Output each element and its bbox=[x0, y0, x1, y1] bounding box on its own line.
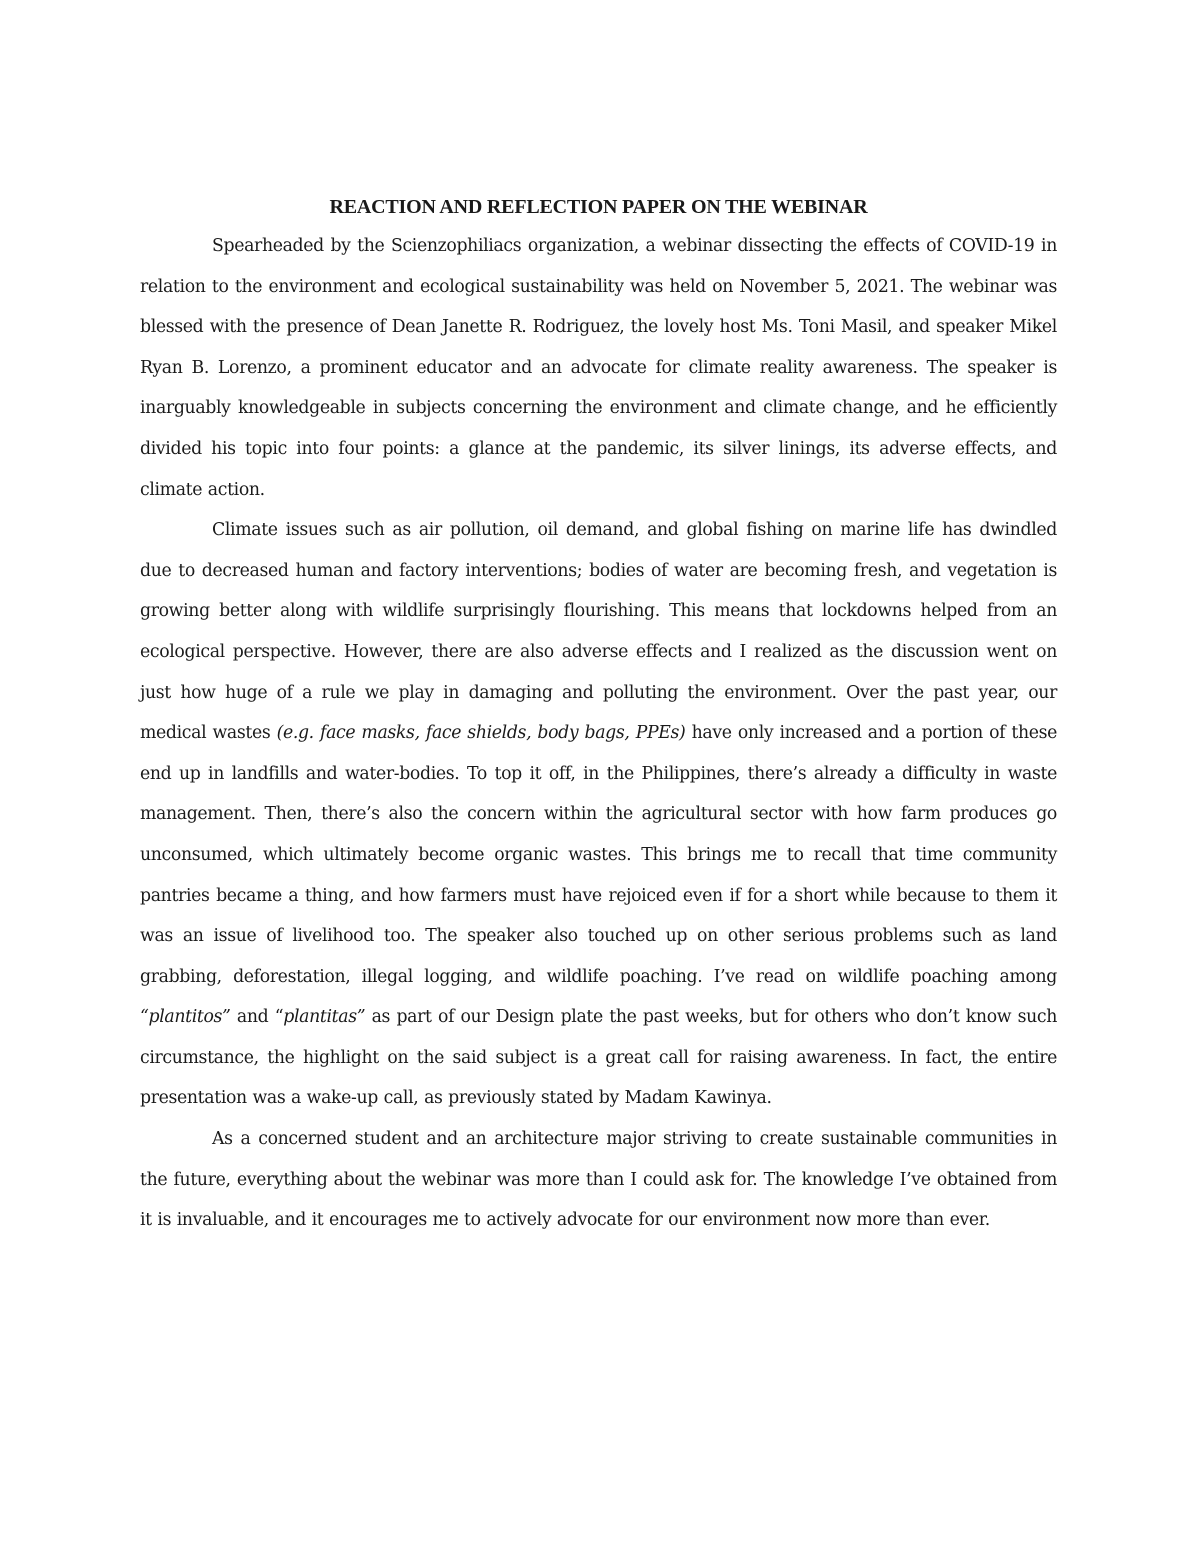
paragraph-text: and “ bbox=[230, 1007, 284, 1028]
paragraph-discussion bbox=[140, 510, 1057, 1119]
page-title: REACTION AND REFLECTION PAPER ON THE WEBINAR bbox=[329, 196, 868, 218]
italic-text: (e.g. face masks, face shields, body bags, PPEs) bbox=[276, 723, 686, 744]
paragraph-text: have only increased and a portion of these end up in landfills and water-bodies. To top it off, in the Philippines, there’s already a difficulty in waste management. Then, there’s also the concern within the agricultural sector with how farm produces go unconsumed, which ultimately become organic wastes. This brings me to recall that time community pantries became a thing, and how farmers must have rejoiced even if for a short while because to them it was an issue of livelihood too. The speaker also touched up on other serious problems such as land grabbing, deforestation, illegal logging, and wildlife poaching. I’ve read on wildlife poaching among bbox=[140, 723, 1058, 987]
italic-text: “plantitos” bbox=[140, 1007, 231, 1028]
italic-text: plantitas” bbox=[283, 1007, 366, 1028]
document-body bbox=[140, 192, 1057, 1241]
paragraph-text: as part of our Design plate the past weeks, but for others who don’t know such circumstance, the highlight on the said subject is a great call for raising awareness. In fact, the entire presentation was a wake-up call, as previously stated by Madam Kawinya. bbox=[140, 1007, 1058, 1109]
paragraph-text: Climate issues such as air pollution, oil demand, and global fishing on marine life has dwindled due to decreased human and factory interventions; bodies of water are becoming fresh, and vegetation is growing better along with wildlife surprisingly flourishing. This means that lockdowns helped from an ecological perspective. However, there are also adverse effects and I realized as the discussion went on just how huge of a rule we play in damaging and polluting the environment. Over the past year, our medical wastes bbox=[140, 520, 1057, 744]
paragraph-intro: Spearheaded by the Scienzophiliacs organization, a webinar dissecting the effects of COVID-19 in relation to the environment and ecological sustainability was held on November 5, 2021. The webinar was blessed with the presence of Dean Janette R. Rodriguez, the lovely host Ms. Toni Masil, and speaker Mikel Ryan B. Lorenzo, a prominent educator and an advocate for climate reality awareness. The speaker is inarguably knowledgeable in subjects concerning the environment and climate change, and he efficiently divided his topic into four points: a glance at the pandemic, its silver linings, its adverse effects, and climate action. bbox=[140, 236, 1057, 500]
paragraph-conclusion: As a concerned student and an architecture major striving to create sustainable communities in the future, everything about the webinar was more than I could ask for. The knowledge I’ve obtained from it is invaluable, and it encourages me to actively advocate for our environment now more than ever. bbox=[140, 1129, 1057, 1231]
